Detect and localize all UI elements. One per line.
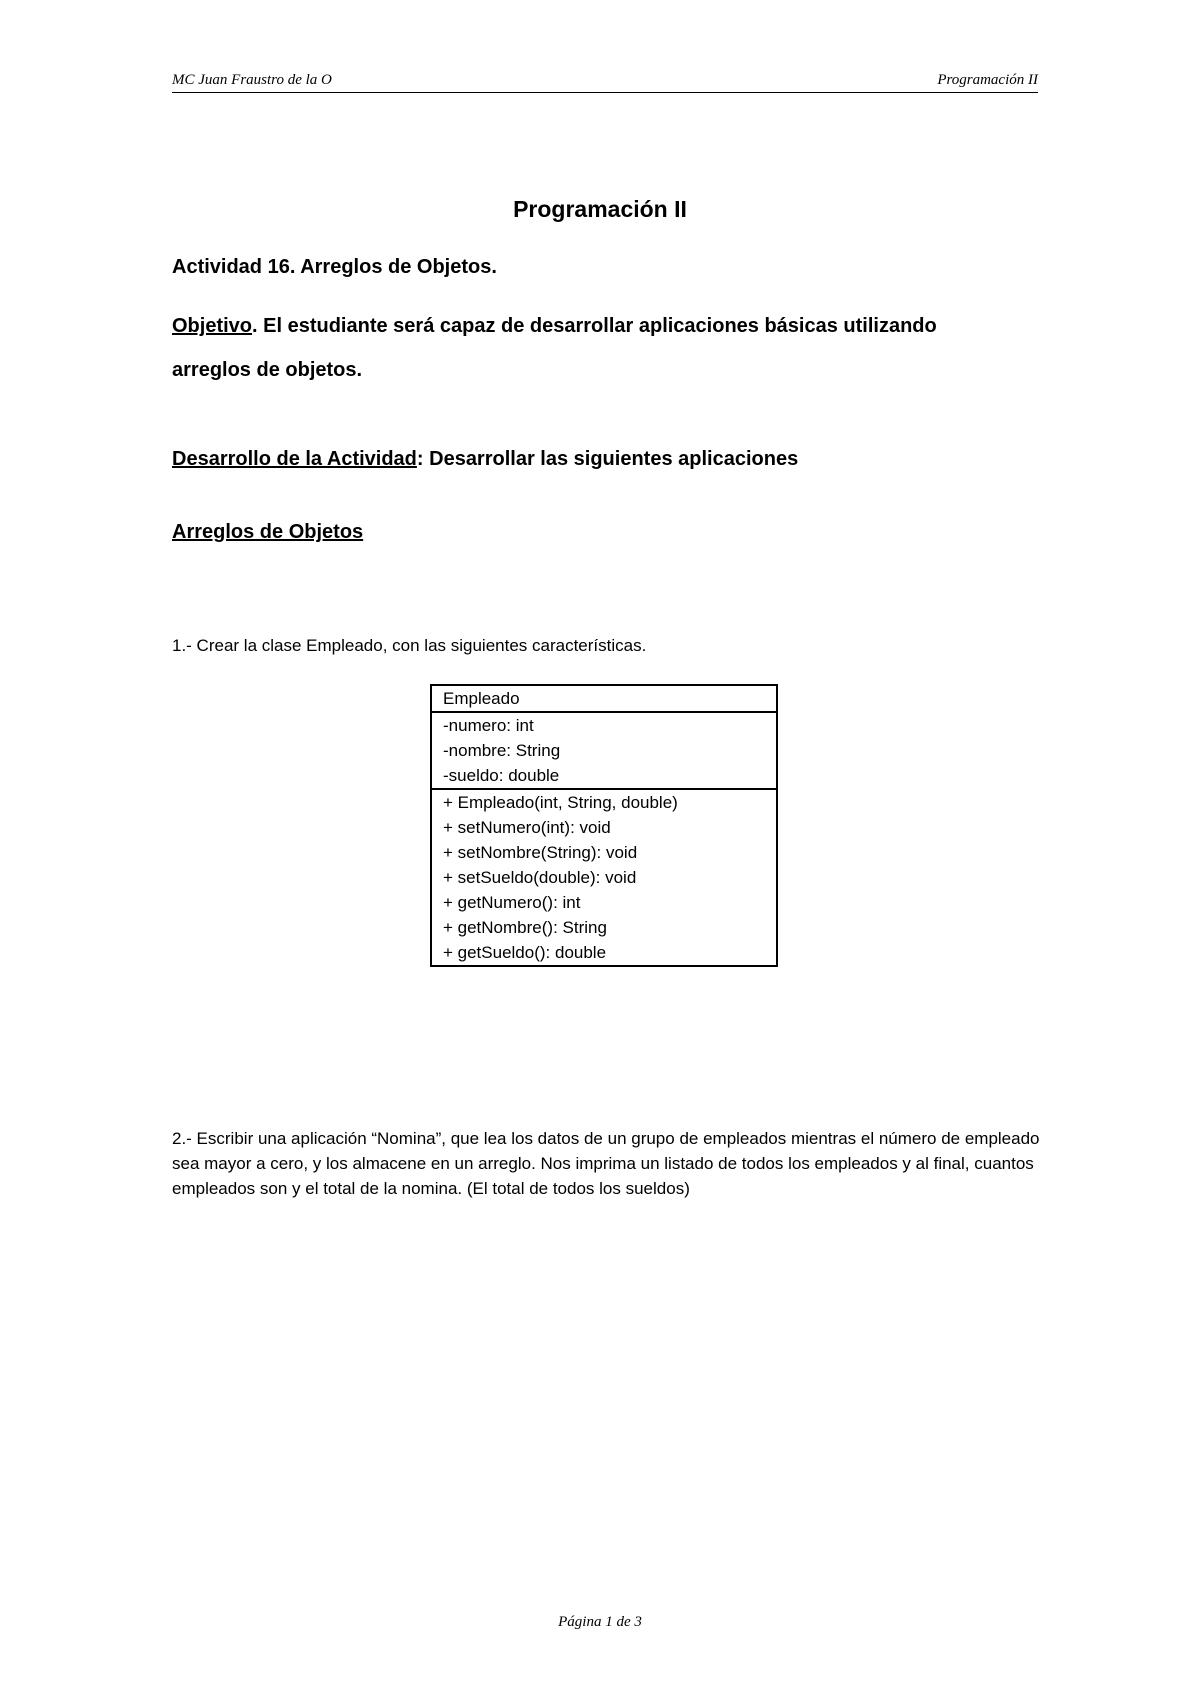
uml-method: + getNumero(): int [443, 893, 581, 912]
uml-method: + setNumero(int): void [443, 818, 611, 837]
development-text: : Desarrollar las siguientes aplicaciones [416, 448, 799, 470]
task-1: 1.- Crear la clase Empleado, con las siguientes características. [172, 636, 647, 655]
uml-class-diagram [430, 684, 778, 967]
document-title: Programación II [513, 196, 687, 222]
objective-label: Objetivo [172, 315, 253, 337]
uml-methods-section [432, 788, 776, 965]
uml-method: + setSueldo(double): void [443, 868, 637, 887]
task-2: 2.- Escribir una aplicación “Nomina”, que lea los datos de un grupo de empleados mientras el número de empleado sea mayor a cero, y los almacene en un arreglo. Nos imprima un listado de todos los empleados y al final, cuantos empleados son y el total de la nomina. (El total de todos los sueldos) [172, 1129, 1040, 1198]
uml-method: + getNombre(): String [443, 918, 607, 937]
uml-method: + getSueldo(): double [443, 943, 607, 962]
section-heading: Arreglos de Objetos [172, 521, 364, 543]
uml-attributes-section [432, 711, 776, 788]
uml-class-name-section [432, 686, 776, 711]
uml-attribute: -nombre: String [443, 741, 561, 760]
objective-line-1 [172, 315, 937, 338]
header-author: MC Juan Fraustro de la O [172, 72, 332, 88]
activity-heading: Actividad 16. Arreglos de Objetos. [172, 256, 497, 278]
uml-attribute: -sueldo: double [443, 766, 560, 785]
header-course: Programación II [937, 72, 1038, 88]
objective-text-1: . El estudiante será capaz de desarrollar aplicaciones básicas utilizando [252, 315, 937, 337]
development-line [172, 448, 798, 471]
page-footer: Página 1 de 3 [558, 1614, 642, 1630]
development-label: Desarrollo de la Actividad [172, 448, 417, 470]
objective-text-2: arreglos de objetos. [172, 359, 363, 381]
uml-method: + setNombre(String): void [443, 843, 638, 862]
uml-method: + Empleado(int, String, double) [443, 793, 678, 812]
page-header [172, 70, 1038, 93]
uml-class-name: Empleado [443, 689, 520, 708]
uml-attribute: -numero: int [443, 716, 534, 735]
